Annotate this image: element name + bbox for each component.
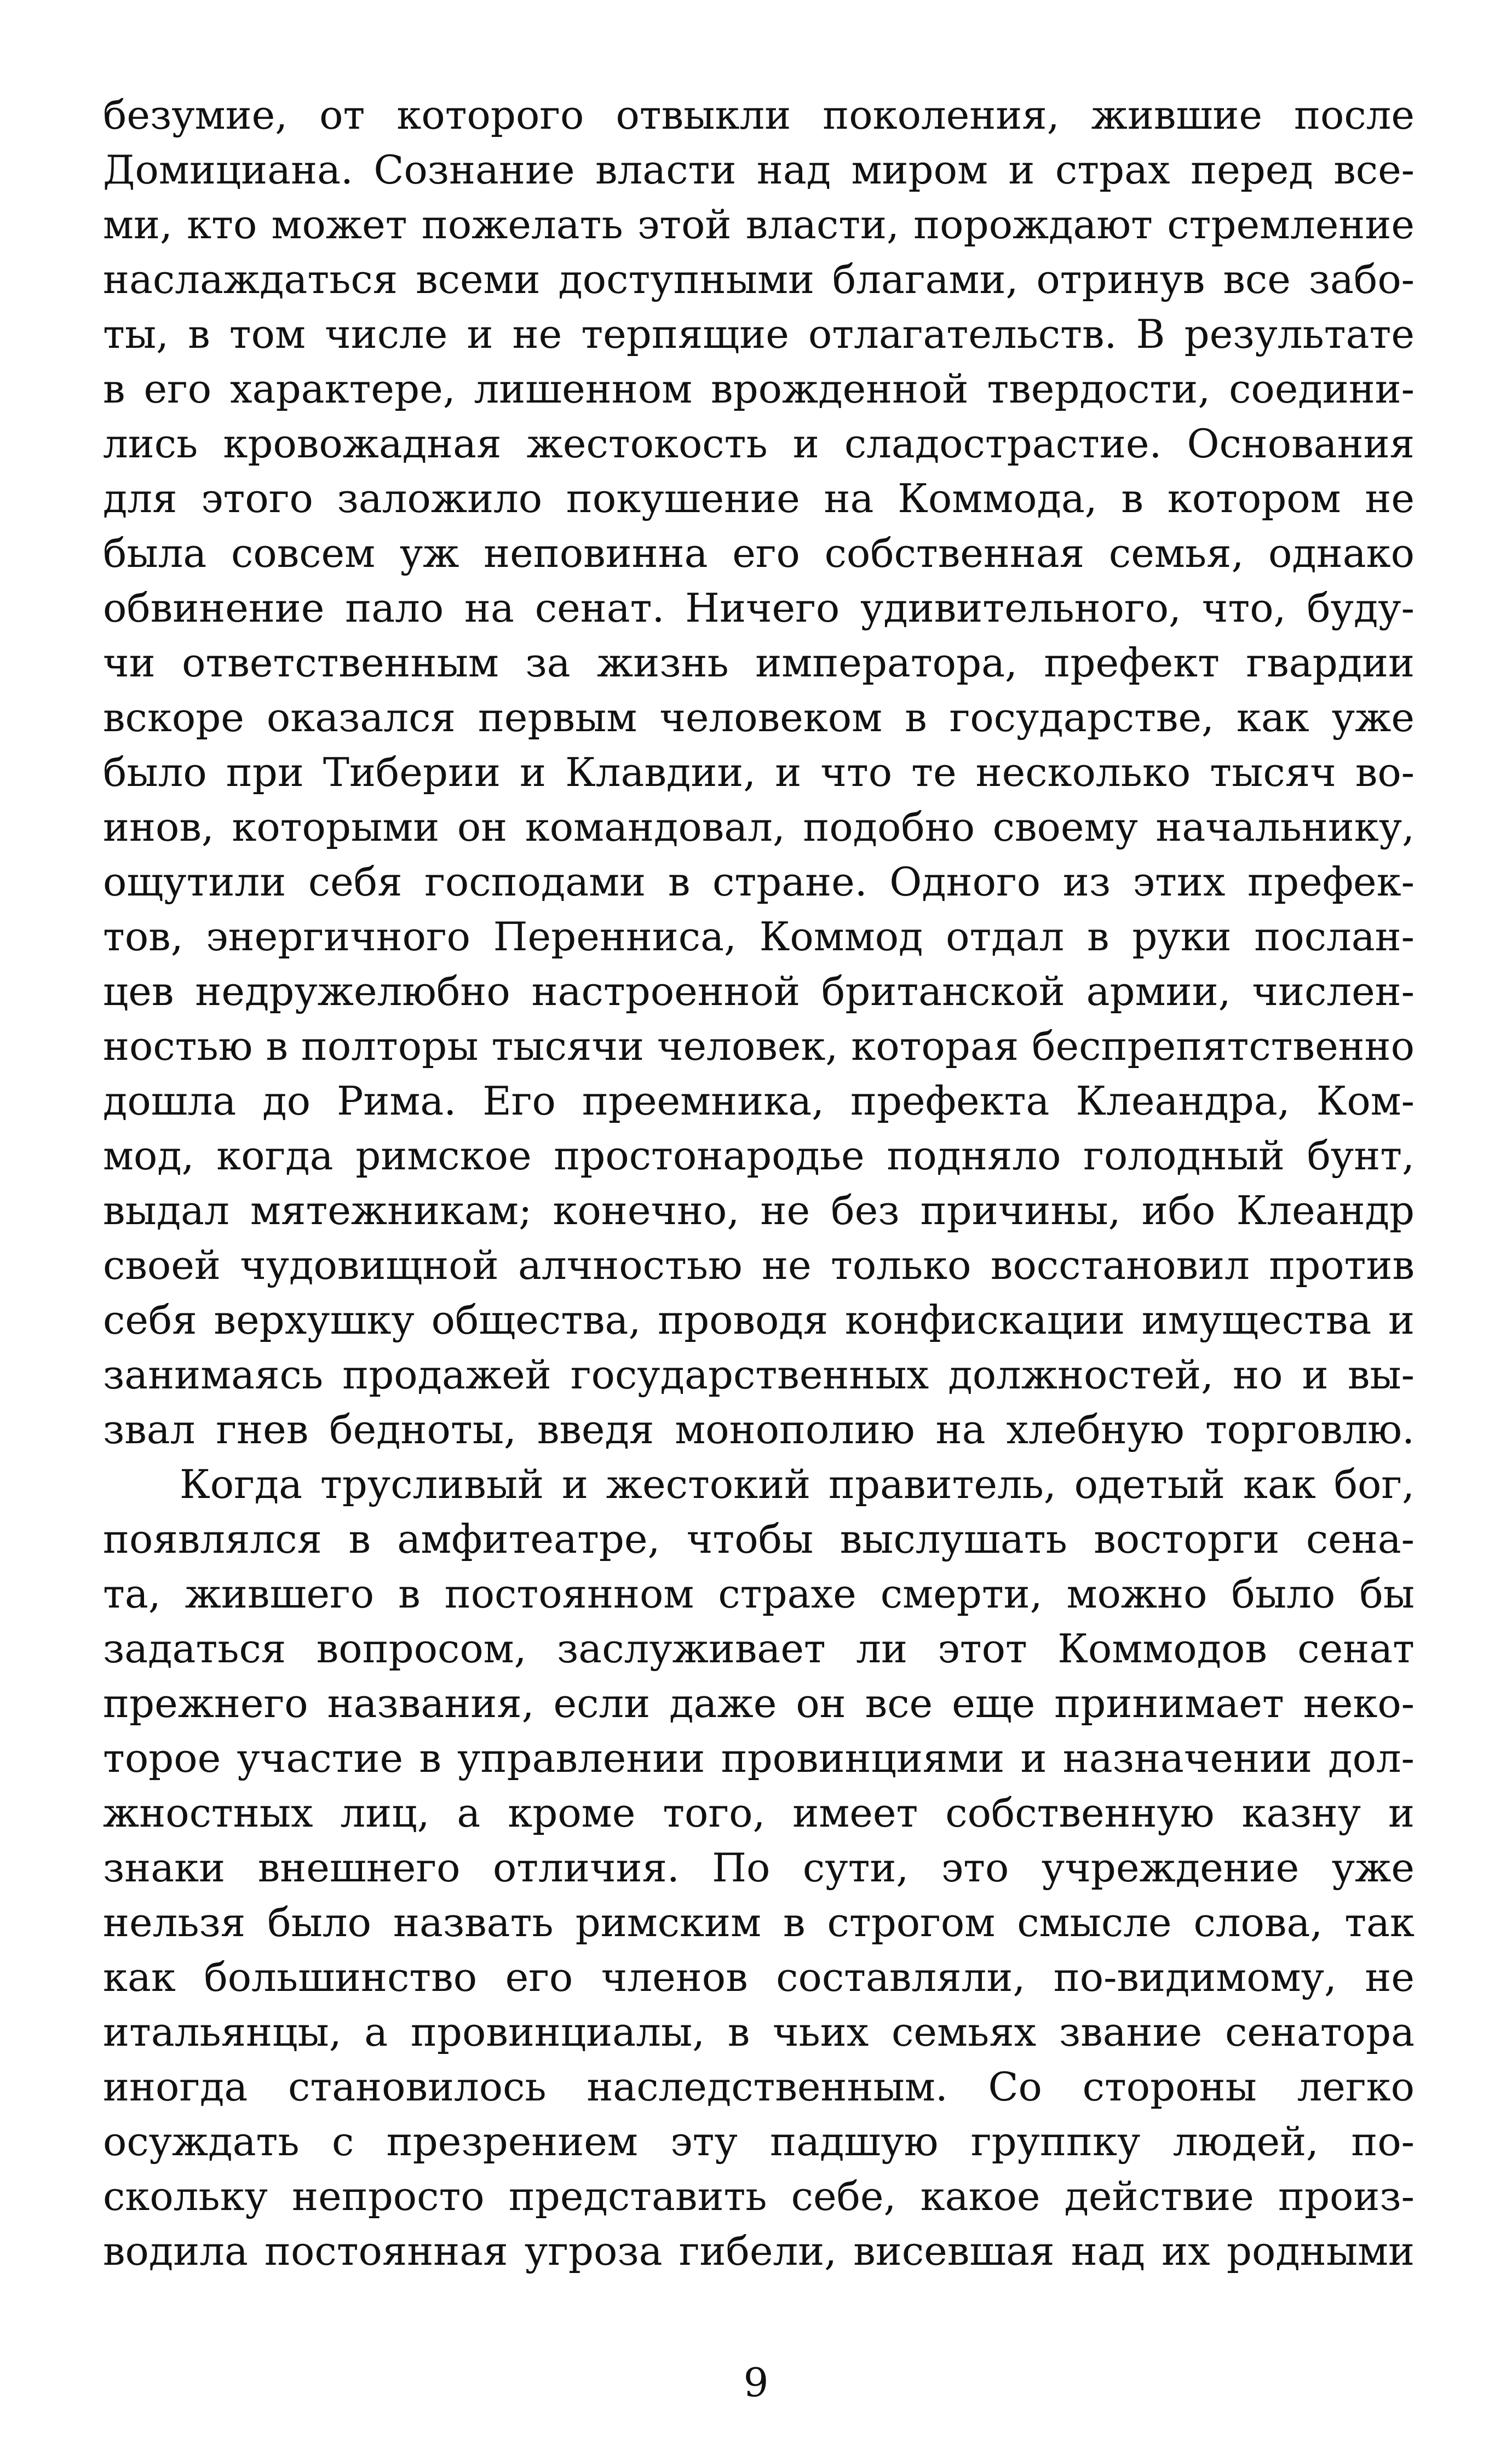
text-line: обвинение пало на сенат. Ничего удивительного, что, буду-: [103, 585, 1415, 631]
paragraph-2: [103, 1457, 1415, 2278]
text-line: для этого заложило покушение на Коммода, в котором не: [103, 475, 1415, 521]
page-number: 9: [743, 2360, 769, 2406]
text-line: чи ответственным за жизнь императора, префект гвардии: [103, 640, 1415, 686]
text-line: прежнего названия, если даже он все еще принимает неко-: [103, 1680, 1415, 1726]
text-line: итальянцы, а провинциалы, в чьих семьях звание сенатора: [103, 2009, 1415, 2055]
text-line: появлялся в амфитеатре, чтобы выслушать восторги сена-: [103, 1516, 1415, 1562]
text-line: было при Тиберии и Клавдии, и что те несколько тысяч во-: [103, 749, 1415, 795]
text-line: ми, кто может пожелать этой власти, порождают стремление: [103, 202, 1415, 248]
text-line: тов, энергичного Переннисa, Коммод отдал в руки послан-: [103, 914, 1415, 960]
text-line: жностных лиц, а кроме того, имеет собственную казну и: [103, 1790, 1415, 1836]
body-text: [103, 88, 1415, 2278]
text-line: как большинство его членов составляли, по-видимому, не: [103, 1954, 1415, 2000]
text-line: осуждать с презрением эту падшую группку людей, по-: [103, 2119, 1415, 2165]
text-line: выдал мятежникам; конечно, не без причины, ибо Клеандр: [103, 1187, 1415, 1233]
text-line: звал гнев бедноты, введя монополию на хлебную торговлю.: [103, 1407, 1415, 1453]
text-line: торое участие в управлении провинциями и назначении дол-: [103, 1735, 1415, 1781]
text-line: мод, когда римское простонародье подняло голодный бунт,: [103, 1133, 1415, 1179]
text-line: цев недружелюбно настроенной британской армии, числен-: [103, 968, 1415, 1014]
text-line: та, жившего в постоянном страхе смерти, можно было бы: [103, 1571, 1415, 1617]
text-line: дошла до Рима. Его преемника, префекта Клеандра, Ком-: [103, 1078, 1415, 1124]
text-line: наслаждаться всеми доступными благами, отринув все забо-: [103, 256, 1415, 302]
text-line: вскоре оказался первым человеком в государстве, как уже: [103, 694, 1415, 741]
text-line: своей чудовищной алчностью не только восстановил против: [103, 1242, 1415, 1288]
text-line: задаться вопросом, заслуживает ли этот Коммодов сенат: [103, 1626, 1415, 1672]
text-line: инов, которыми он командовал, подобно своему начальнику,: [103, 804, 1415, 850]
text-line: водила постоянная угроза гибели, висевшая над их родными: [103, 2228, 1415, 2274]
text-line: Домициана. Сознание власти над миром и страх перед все-: [103, 147, 1415, 193]
text-line: лись кровожадная жестокость и сладострастие. Основания: [103, 421, 1415, 467]
text-line: иногда становилось наследственным. Со стороны легко: [103, 2064, 1415, 2110]
text-line: в его характере, лишенном врожденной твердости, соедини-: [103, 366, 1415, 412]
text-line: скольку непросто представить себе, какое действие произ-: [103, 2173, 1415, 2219]
text-line: ностью в полторы тысячи человек, которая беспрепятственно: [103, 1023, 1415, 1069]
text-line: нельзя было назвать римским в строгом смысле слова, так: [103, 1899, 1415, 1945]
text-line: безумие, от которого отвыкли поколения, жившие после: [103, 92, 1415, 138]
text-line: себя верхушку общества, проводя конфискации имущества и: [103, 1297, 1415, 1343]
text-line: ты, в том числе и не терпящие отлагательств. В результате: [103, 311, 1415, 357]
paragraph-1: [103, 88, 1415, 1457]
text-line: занимаясь продажей государственных должностей, но и вы-: [103, 1352, 1415, 1398]
text-line: Когда трусливый и жестокий правитель, одетый как бог,: [180, 1461, 1415, 1507]
text-line: знаки внешнего отличия. По сути, это учреждение уже: [103, 1845, 1415, 1891]
text-line: ощутили себя господами в стране. Одного из этих префек-: [103, 859, 1415, 905]
text-line: была совсем уж неповинна его собственная семья, однако: [103, 530, 1415, 576]
